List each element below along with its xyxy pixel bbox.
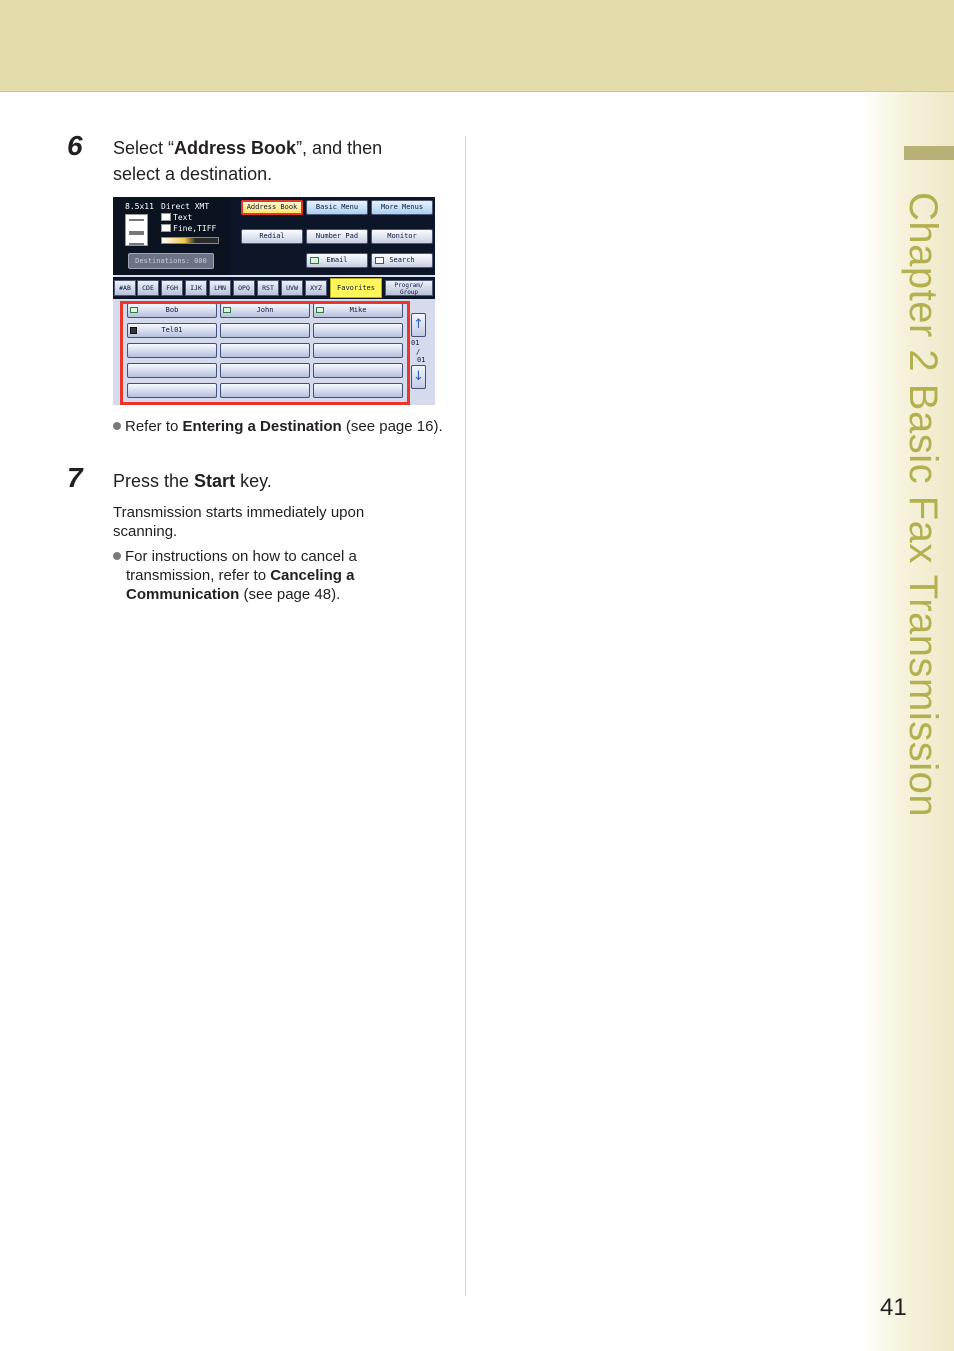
arrow-down-icon: ↓ bbox=[413, 369, 424, 384]
tab-program-group[interactable] bbox=[385, 280, 433, 296]
panel-top-area bbox=[113, 197, 435, 275]
step-6-line2: select a destination. bbox=[113, 164, 273, 184]
desc-line1: Transmission starts immediately upon bbox=[113, 504, 365, 521]
page-total: 01 bbox=[417, 356, 426, 364]
step-7-pre: Press the bbox=[113, 471, 195, 491]
highlight-frame bbox=[120, 301, 410, 405]
format-row bbox=[161, 224, 216, 233]
tab-xyz[interactable]: XYZ bbox=[305, 280, 327, 296]
email-button[interactable] bbox=[306, 253, 368, 268]
step-6-bold: Address Book bbox=[174, 138, 297, 158]
destination-label: Tel01 bbox=[161, 326, 183, 334]
xmt-mode: Direct XMT bbox=[161, 202, 210, 211]
status-box bbox=[113, 197, 230, 275]
tab-fgh[interactable]: FGH bbox=[161, 280, 183, 296]
document-icon bbox=[125, 214, 148, 246]
more-menus-button[interactable]: More Menus bbox=[371, 200, 433, 215]
page-number: 41 bbox=[880, 1294, 907, 1321]
tab-ab[interactable]: #AB bbox=[114, 280, 136, 296]
step-6-text bbox=[113, 135, 453, 187]
step-6-note bbox=[113, 417, 448, 436]
page-current: 01 bbox=[411, 339, 420, 347]
monitor-button[interactable]: Monitor bbox=[371, 229, 433, 244]
address-book-button[interactable]: Address Book bbox=[241, 200, 303, 215]
quality-label: Text bbox=[173, 213, 193, 222]
note-line2-pre: transmission, refer to bbox=[126, 567, 271, 584]
arrow-up-icon: ↑ bbox=[413, 317, 424, 332]
destination-label: John bbox=[256, 306, 274, 314]
destinations-count: Destinations: 000 bbox=[128, 253, 214, 269]
note-line3-bold: Communication bbox=[126, 586, 240, 603]
email-icon bbox=[310, 257, 319, 264]
quality-row bbox=[161, 213, 192, 222]
search-label: Search bbox=[389, 256, 415, 264]
program-label: Program/ bbox=[394, 282, 424, 289]
step-7-note bbox=[113, 547, 453, 604]
step-6-number: 6 bbox=[67, 130, 83, 161]
address-tabs bbox=[113, 277, 435, 299]
search-icon bbox=[375, 257, 384, 264]
note-bold: Entering a Destination bbox=[182, 418, 342, 435]
step-7-text bbox=[113, 468, 453, 494]
step-6-post: ”, and then bbox=[296, 138, 383, 158]
destination-list bbox=[113, 299, 435, 405]
tab-rst[interactable]: RST bbox=[257, 280, 279, 296]
group-label: Group bbox=[399, 289, 419, 296]
tab-uvw[interactable]: UVW bbox=[281, 280, 303, 296]
redial-button[interactable]: Redial bbox=[241, 229, 303, 244]
tab-opq[interactable]: OPQ bbox=[233, 280, 255, 296]
note-post: (see page 16). bbox=[341, 418, 443, 435]
email-label: Email bbox=[326, 256, 348, 264]
step-6-pre: Select “ bbox=[113, 138, 175, 158]
tab-ijk[interactable]: IJK bbox=[185, 280, 207, 296]
note-line1: For instructions on how to cancel a bbox=[125, 548, 357, 565]
note-line2 bbox=[113, 566, 453, 585]
contrast-slider[interactable] bbox=[161, 237, 219, 244]
column-divider bbox=[465, 136, 466, 1296]
destination-label: Mike bbox=[349, 306, 367, 314]
paper-size: 8.5x11 bbox=[125, 202, 154, 211]
desc-line2: scanning. bbox=[113, 523, 178, 540]
tab-lmn[interactable]: LMN bbox=[209, 280, 231, 296]
resolution-grid-icon bbox=[161, 224, 171, 232]
number-pad-button[interactable]: Number Pad bbox=[306, 229, 368, 244]
format-label: Fine,TIFF bbox=[173, 224, 217, 233]
note-line3 bbox=[113, 585, 453, 604]
basic-menu-button[interactable]: Basic Menu bbox=[306, 200, 368, 215]
tab-cde[interactable]: CDE bbox=[137, 280, 159, 296]
tab-favorites[interactable]: Favorites bbox=[330, 278, 382, 298]
step-7-bold: Start bbox=[194, 471, 236, 491]
note-line3-post: (see page 48). bbox=[239, 586, 341, 603]
header-band bbox=[0, 0, 954, 92]
bullet-icon bbox=[113, 552, 121, 560]
scroll-down-button[interactable] bbox=[411, 365, 426, 389]
scroll-up-button[interactable] bbox=[411, 313, 426, 337]
search-button[interactable] bbox=[371, 253, 433, 268]
destination-label: Bob bbox=[165, 306, 179, 314]
page-separator: / bbox=[416, 348, 421, 356]
control-panel-screen bbox=[113, 197, 435, 405]
step-7-description bbox=[113, 503, 453, 541]
note-pre: Refer to bbox=[125, 418, 183, 435]
step-7-number: 7 bbox=[67, 462, 83, 493]
bullet-icon bbox=[113, 422, 121, 430]
chapter-marker bbox=[904, 146, 954, 160]
step-7-post: key. bbox=[235, 471, 272, 491]
text-mode-icon bbox=[161, 213, 171, 221]
note-line2-bold: Canceling a bbox=[270, 567, 355, 584]
chapter-title: Chapter 2 Basic Fax Transmission bbox=[901, 192, 945, 818]
